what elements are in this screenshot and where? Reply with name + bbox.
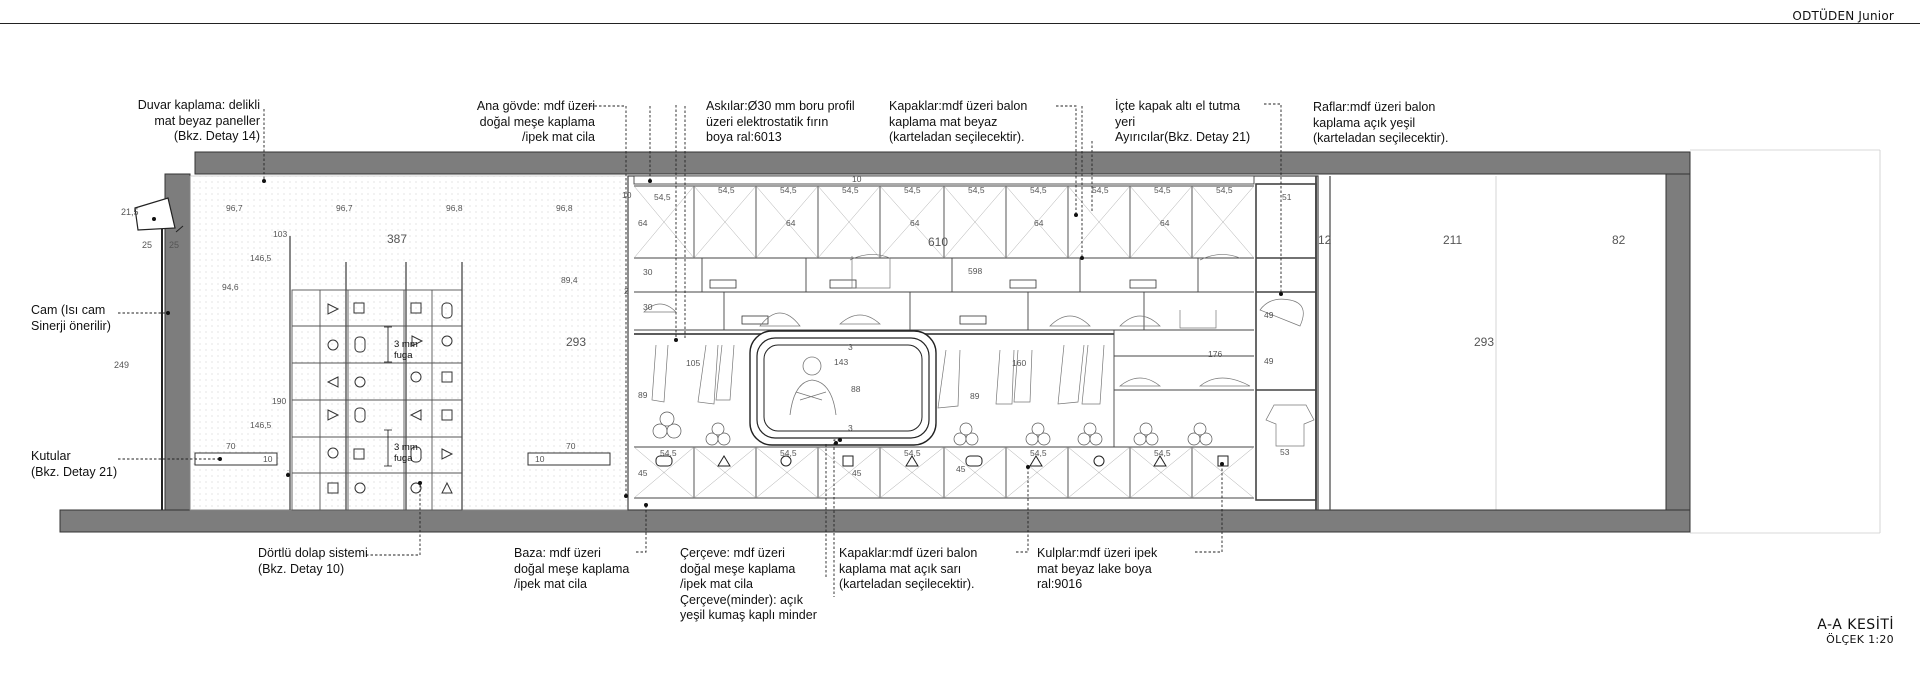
annotation-shelves-line1: Raflar:mdf üzeri balon xyxy=(1313,100,1436,114)
dim-249: 249 xyxy=(114,360,130,370)
dim-45-c: 45 xyxy=(956,464,966,474)
annotation-glass-line2: Sinerji önerilir) xyxy=(31,318,111,333)
dim-10c: 10 xyxy=(852,174,862,184)
annotation-handles xyxy=(1037,546,1157,593)
dim-211: 211 xyxy=(1443,233,1463,247)
dim-51: 51 xyxy=(1282,192,1292,202)
annotation-doors-bottom-line1: Kapaklar:mdf üzeri balon xyxy=(839,546,978,560)
annotation-plinth-line3: /ipek mat cila xyxy=(514,577,587,591)
dim-190: 190 xyxy=(272,396,287,406)
cushion-frame xyxy=(750,331,936,445)
dim-146-5b: 146,5 xyxy=(250,420,272,430)
annotation-quad-cabinet-line1: Dörtlü dolap sistemi xyxy=(258,546,368,560)
dim-103: 103 xyxy=(273,229,288,239)
annotation-plinth-line2: doğal meşe kaplama xyxy=(514,561,630,576)
dim-45-b: 45 xyxy=(852,468,862,478)
dim-3-a: 3 xyxy=(848,342,853,352)
dim-94-6: 94,6 xyxy=(222,282,239,292)
floor-slab xyxy=(60,510,1690,532)
dim-610: 610 xyxy=(928,235,949,249)
annotation-glass-line1: Cam (Isı cam xyxy=(31,303,106,317)
annotation-hangers-line1: Askılar:Ø30 mm boru profil xyxy=(706,99,855,113)
dim-96-7b: 96,7 xyxy=(336,203,353,213)
dim-89-b: 89 xyxy=(970,391,980,401)
dim-54-5-g: 54,5 xyxy=(1030,185,1047,195)
annotation-shelves xyxy=(1313,100,1448,147)
dim-10b: 10 xyxy=(535,454,545,464)
annotation-doors-top-line2: kaplama mat beyaz xyxy=(889,114,998,129)
dim-54-5-a: 54,5 xyxy=(654,192,671,202)
dim-49-a: 49 xyxy=(1264,356,1274,366)
dim-64-c: 64 xyxy=(910,218,920,228)
right-wall xyxy=(1666,174,1690,510)
annotation-inner-handle xyxy=(1115,99,1250,146)
dim-160: 160 xyxy=(1012,358,1027,368)
dim-30-a: 30 xyxy=(643,267,653,277)
dim-387: 387 xyxy=(387,232,408,246)
annotation-handles-line3: ral:9016 xyxy=(1037,577,1083,591)
dim-3-b: 3 xyxy=(848,423,853,433)
annotation-frame-line1: Çerçeve: mdf üzeri xyxy=(680,546,785,560)
dim-2: 2 xyxy=(624,286,629,296)
drawing-scale: ÖLÇEK 1:20 xyxy=(1826,633,1894,646)
fuga-1-a: 3 mm xyxy=(394,339,418,350)
dim-54-5-h: 54,5 xyxy=(1092,185,1109,195)
dim-176: 176 xyxy=(1208,349,1223,359)
dim-146-5a: 146,5 xyxy=(250,253,272,263)
dim-89-4: 89,4 xyxy=(561,275,578,285)
dim-54-5-o: 54,5 xyxy=(1154,448,1171,458)
annotation-wall-cladding-line2: mat beyaz paneller xyxy=(154,113,260,128)
annotation-hangers-line2: üzeri elektrostatik fırın xyxy=(706,114,829,129)
annotation-boxes-line1: Kutular xyxy=(31,449,71,463)
annotation-plinth xyxy=(514,546,629,593)
annotation-doors-bottom xyxy=(839,546,977,593)
dim-64-a: 64 xyxy=(638,218,648,228)
dim-21-5: 21,5 xyxy=(121,207,139,217)
annotation-plinth-line1: Baza: mdf üzeri xyxy=(514,546,601,560)
drawing-title: A-A KESİTİ xyxy=(1817,617,1894,633)
annotation-doors-bottom-line3: (karteladan seçilecektir). xyxy=(839,577,975,591)
dim-54-5-c: 54,5 xyxy=(780,185,797,195)
annotation-doors-top xyxy=(889,99,1027,146)
drawing-title-block xyxy=(1817,617,1894,646)
dim-10d: 10 xyxy=(622,190,632,200)
dim-89-a: 89 xyxy=(638,390,648,400)
annotation-frame-line4: Çerçeve(minder): açık xyxy=(680,592,803,607)
annotation-inner-handle-line2: yeri xyxy=(1115,114,1136,129)
ceiling-slab xyxy=(195,152,1690,174)
dim-10a: 10 xyxy=(263,454,273,464)
dim-54-5-i: 54,5 xyxy=(1154,185,1171,195)
dim-293b: 293 xyxy=(1474,335,1495,349)
dim-54-5-f: 54,5 xyxy=(968,185,985,195)
annotation-quad-cabinet xyxy=(258,546,368,577)
annotation-inner-handle-line1: İçte kapak altı el tutma xyxy=(1115,99,1241,113)
dim-143: 143 xyxy=(834,357,849,367)
annotation-handles-line2: mat beyaz lake boya xyxy=(1037,561,1152,576)
dim-64-d: 64 xyxy=(1034,218,1044,228)
dim-49-b: 49 xyxy=(1264,310,1274,320)
dim-54-5-l: 54,5 xyxy=(780,448,797,458)
annotation-main-body-line3: /ipek mat cila xyxy=(522,130,595,144)
dim-25b: 25 xyxy=(169,240,180,250)
dim-88: 88 xyxy=(851,384,861,394)
annotation-wall-cladding-line3: (Bkz. Detay 14) xyxy=(173,129,260,143)
annotation-main-body xyxy=(430,99,595,146)
annotation-shelves-line2: kaplama açık yeşil xyxy=(1313,115,1416,130)
dim-54-5-e: 54,5 xyxy=(904,185,921,195)
dim-96-7a: 96,7 xyxy=(226,203,243,213)
annotation-quad-cabinet-line2: (Bkz. Detay 10) xyxy=(258,561,345,576)
annotation-main-body-line2: doğal meşe kaplama xyxy=(479,114,595,129)
annotation-handles-line1: Kulplar:mdf üzeri ipek xyxy=(1037,546,1158,560)
annotation-frame-line3: /ipek mat cila xyxy=(680,577,753,591)
dim-54-5-b: 54,5 xyxy=(718,185,735,195)
dim-96-8b: 96,8 xyxy=(556,203,573,213)
annotation-shelves-line3: (karteladan seçilecektir). xyxy=(1313,131,1449,145)
dim-54-5-d: 54,5 xyxy=(842,185,859,195)
annotation-frame xyxy=(680,546,817,624)
dim-12: 12 xyxy=(1318,233,1332,247)
annotation-doors-bottom-line2: kaplama mat açık sarı xyxy=(839,561,962,576)
dim-64-e: 64 xyxy=(1160,218,1170,228)
annotation-doors-top-line1: Kapaklar:mdf üzeri balon xyxy=(889,99,1028,113)
dim-45-a: 45 xyxy=(638,468,648,478)
fuga-2-b: fuga xyxy=(394,453,413,464)
dim-105: 105 xyxy=(686,358,701,368)
fuga-2-a: 3 mm xyxy=(394,442,418,453)
dim-30-b: 30 xyxy=(643,302,653,312)
annotation-frame-line5: yeşil kumaş kaplı minder xyxy=(680,608,817,622)
annotation-boxes xyxy=(31,449,117,480)
lower-door-symbols xyxy=(656,456,1228,466)
annotation-main-body-line1: Ana gövde: mdf üzeri xyxy=(476,99,595,113)
dim-53: 53 xyxy=(1280,447,1290,457)
annotation-doors-top-line3: (karteladan seçilecektir). xyxy=(889,130,1025,144)
annotation-hangers xyxy=(706,99,855,146)
dim-54-5-j: 54,5 xyxy=(1216,185,1233,195)
annotation-frame-line2: doğal meşe kaplama xyxy=(680,561,796,576)
main-body xyxy=(628,176,1330,510)
dim-54-5-n: 54,5 xyxy=(1030,448,1047,458)
fuga-1-b: fuga xyxy=(394,350,413,361)
annotation-hangers-line3: boya ral:6013 xyxy=(706,130,782,144)
annotation-glass xyxy=(31,303,111,334)
dim-598: 598 xyxy=(968,266,983,276)
annotation-inner-handle-line3: Ayırıcılar(Bkz. Detay 21) xyxy=(1115,130,1251,144)
drawer-handles xyxy=(710,280,1156,324)
annotation-boxes-line2: (Bkz. Detay 21) xyxy=(31,464,118,479)
dim-25a: 25 xyxy=(142,240,153,250)
dim-54-5-m: 54,5 xyxy=(904,448,921,458)
annotation-wall-cladding xyxy=(60,98,260,145)
brand-label: ODTÜDEN Junior xyxy=(1792,9,1894,23)
dim-54-5-k: 54,5 xyxy=(660,448,677,458)
dim-70b: 70 xyxy=(566,441,576,451)
dim-82: 82 xyxy=(1612,233,1626,247)
dim-293a: 293 xyxy=(566,335,587,349)
dim-70a: 70 xyxy=(226,441,236,451)
annotation-wall-cladding-line1: Duvar kaplama: delikli xyxy=(137,98,260,112)
dim-64-b: 64 xyxy=(786,218,796,228)
dim-96-8a: 96,8 xyxy=(446,203,463,213)
